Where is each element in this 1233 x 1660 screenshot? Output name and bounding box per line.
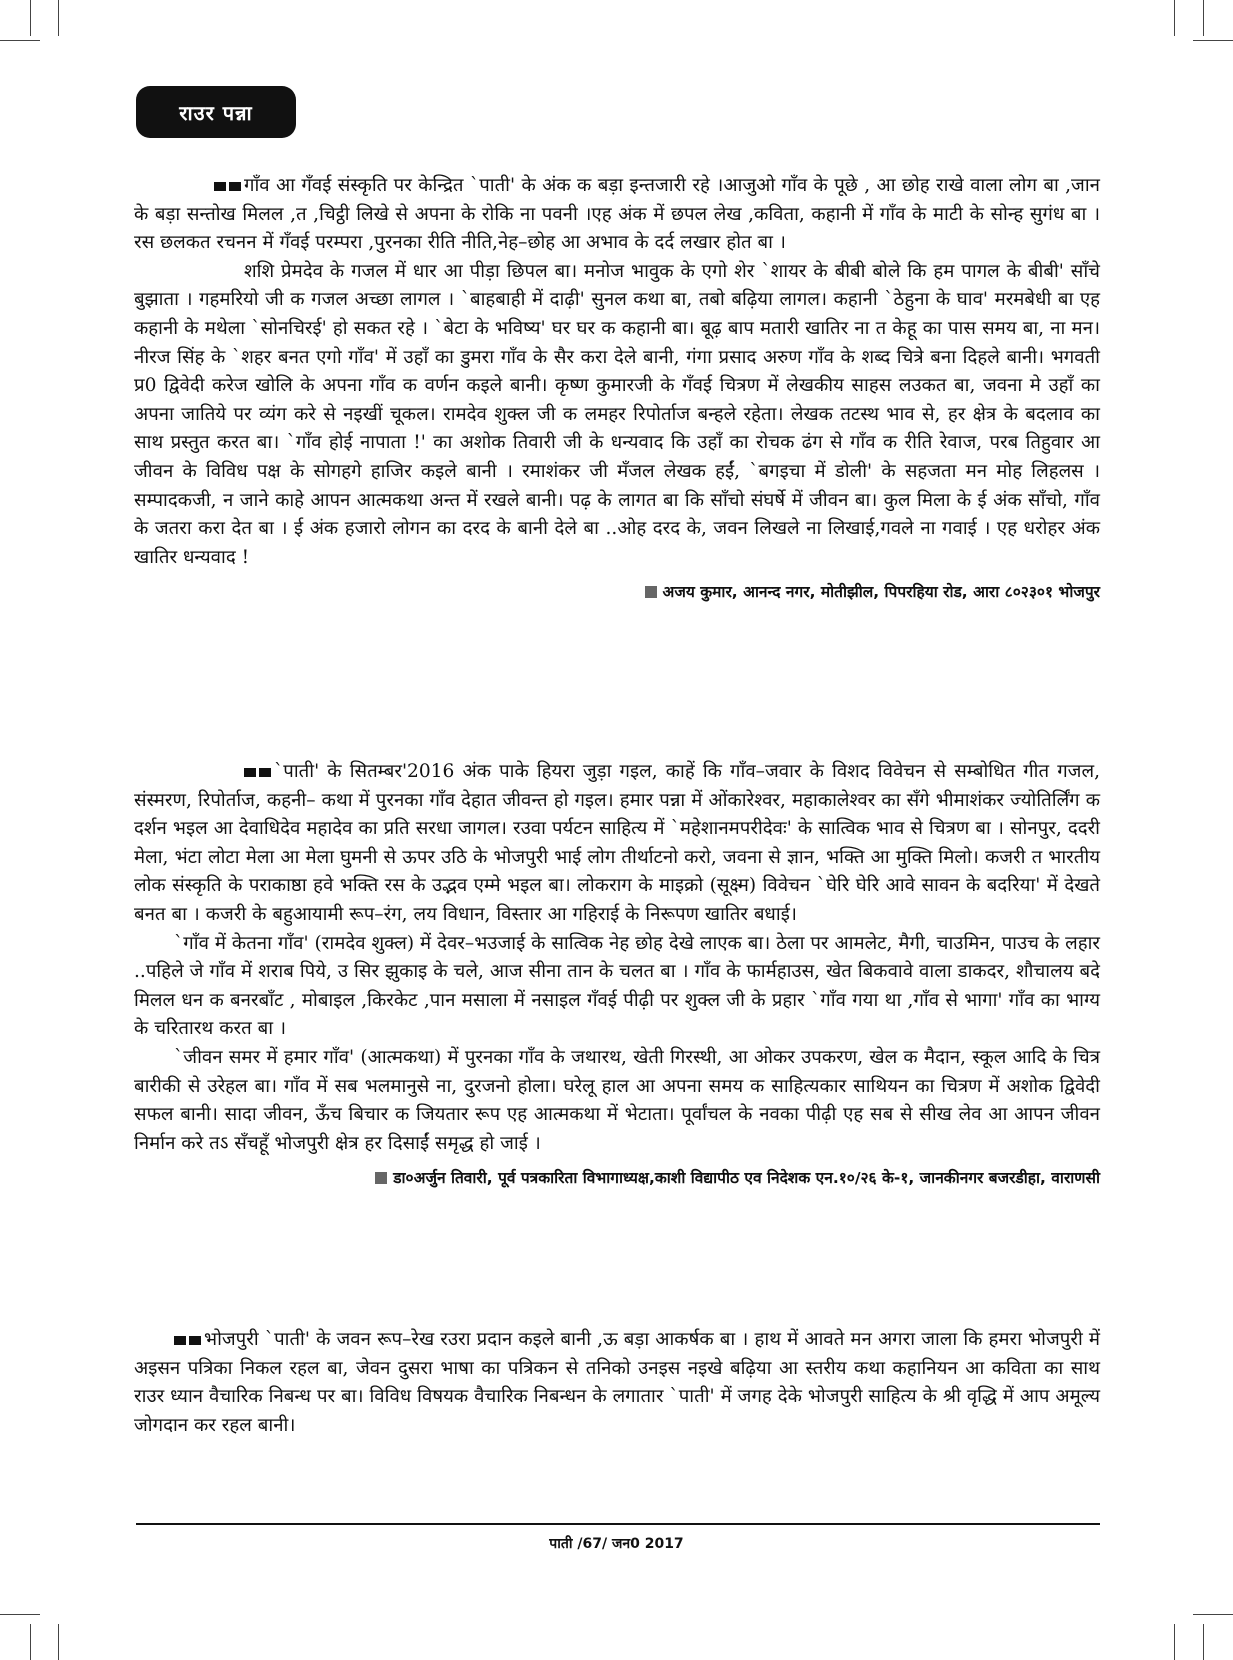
section-title: राउर पन्ना [136,86,296,138]
crop-mark [0,1614,40,1615]
crop-mark [58,0,59,36]
letter-paragraph: `जीवन समर में हमार गाँव' (आत्मकथा) में पुरनका गाँव के जथारथ, खेती गिरस्थी, आ ओकर उपकरण, खेल क मैदान, स्कूल आदि के चित्र बारीकी से उरेहल बा। गाँव में सब भलमानुसे ना, दुरजनो होला। घरेलू हाल आ अपना समय क साहित्यकार साथियन का चित्रण में अशोक द्विवेदी सफल बानी। सादा जीवन, ऊँच बिचार क जियतार रूप एह आत्मकथा में भेटाता। पूर्वांचल के नवका पीढ़ी एह सब से सीख लेव आ आपन जीवन निर्मान करे तऽ सँचहूँ भोजपुरी क्षेत्र हर दिसाईं समृद्ध हो जाई । [134,1046,1100,1154]
bullet-icon [174,1336,186,1345]
crop-mark [1203,1624,1204,1660]
letter-1 [134,172,1100,607]
crop-mark [30,0,31,36]
bullet-icon [244,768,256,777]
bullet-icon [229,182,241,191]
bullet-icon [189,1336,201,1345]
signature-marker-icon [645,586,657,598]
crop-mark [1193,1614,1233,1615]
bullet-icon [214,182,226,191]
page-footer: पाती /67/ जन0 2017 [549,1536,684,1552]
bullet-icon [259,768,271,777]
crop-mark [0,40,40,41]
letter-paragraph: भोजपुरी `पाती' के जवन रूप–रेख रउरा प्रदान कइले बानी ,ऊ बड़ा आकर्षक बा । हाथ में आवते मन अगरा जाला कि हमरा भोजपुरी में अइसन पत्रिका निकल रहल बा, जेवन दुसरा भाषा का पत्रिकन से तनिको उनइस नइखे बढ़िया आ स्तरीय कथा कहानियन आ कविता का साथ राउर ध्यान वैचारिक निबन्ध पर बा। विविध विषयक वैचारिक निबन्धन के लगातार `पाती' में जगह देके भोजपुरी साहित्य के श्री वृद्धि में आप अमूल्य जोगदान कर रहल बानी। [134,1329,1100,1436]
letter-3 [134,1326,1100,1440]
crop-mark [1174,0,1175,36]
letter-paragraph: `पाती' के सितम्बर'2016 अंक पाके हियरा जुड़ा गइल, काहें कि गाँव–जवार के विशद विवेचन से सम्बोधित गीत गजल, संस्मरण, रिपोर्ताज, कहनी– कथा में पुरनका गाँव देहात जीवन्त हो गइल। हमार पन्ना में ओंकारेश्वर, महाकालेश्वर का सँगे भीमाशंकर ज्योतिर्लिंग क दर्शन भइल आ देवाधिदेव महादेव का प्रति सरधा जागल। रउवा पर्यटन साहित्य में `महेशानमपरीदेवः' के सात्विक भाव से चित्रण बा । सोनपुर, ददरी मेला, भंटा लोटा मेला आ मेला घुमनी से ऊपर उठि के भोजपुरी भाई लोग तीर्थाटनो करो, जवना से ज्ञान, भक्ति आ मुक्ति मिलो। कजरी त भारतीय लोक संस्कृति के पराकाष्ठा हवे भक्ति रस के उद्भव एम्मे भइल बा। लोकराग के माइक्रो (सूक्ष्म) विवेचन `घेरि घेरि आवे सावन के बदरिया' में देखते बनत बा । कजरी के बहुआयामी रूप–रंग, लय विधान, विस्तार आ गहिराई के निरूपण खातिर बधाई। [134,761,1100,925]
crop-mark [30,1624,31,1660]
letter-signature: डा०अर्जुन तिवारी, पूर्व पत्रकारिता विभागाध्यक्ष,काशी विद्यापीठ एव निदेशक एन.१०/२६ के-१, जानकीनगर बजरडीहा, वाराणसी [134,1164,1100,1193]
letter-paragraph: गाँव आ गँवई संस्कृति पर केन्द्रित `पाती' के अंक क बड़ा इन्तजारी रहे ।आजुओ गाँव के पूछे , आ छोह राखे वाला लोग बा ,जान के बड़ा सन्तोख मिलल ,त ,चिट्ठी लिखे से अपना के रोकि ना पवनी ।एह अंक में छपल लेख ,कविता, कहानी में गाँव के माटी के सोन्ह सुगंध बा ।रस छलकत रचनन में गँवई परम्परा ,पुरनका रीति नीति,नेह–छोह आ अभाव के दर्द लखार होत बा । [134,175,1100,254]
letter-paragraph: शशि प्रेमदेव के गजल में धार आ पीड़ा छिपल बा। मनोज भावुक के एगो शेर `शायर के बीबी बोले कि हम पागल के बीबी' साँचे बुझाता । गहमरियो जी क गजल अच्छा लागल । `बाहबाही में दाढ़ी' सुनल कथा बा, तबो बढ़िया लागल। कहानी `ठेहुना के घाव' मरमबेधी बा एह कहानी के मथेला `सोनचिरई' हो सकत रहे । `बेटा के भविष्य' घर घर क कहानी बा। बूढ़ बाप मतारी खातिर ना त केहू का पास समय बा, ना मन। नीरज सिंह के `शहर बनत एगो गाँव' में उहाँ का डुमरा गाँव के सैर करा देले बानी, गंगा प्रसाद अरुण गाँव के शब्द चित्रे बना दिहले बानी। भगवती प्र0 द्विवेदी करेज खोलि के अपना गाँव क वर्णन कइले बानी। कृष्ण कुमारजी के गँवई चित्रण में लेखकीय साहस लउकत बा, जवना मे उहाँ का अपना जातिये पर व्यंग करे से नइखीं चूकल। रामदेव शुक्ल जी क लमहर रिपोर्ताज बन्हले रहेता। लेखक तटस्थ भाव से, हर क्षेत्र के बदलाव का साथ प्रस्तुत करत बा। `गाँव होई नापाता !' का अशोक तिवारी जी के धन्यवाद कि उहाँ का रोचक ढंग से गाँव क रीति रेवाज, परब तिहुवार आ जीवन के विविध पक्ष के सोगहगे हाजिर कइले बानी । रमाशंकर जी मँजल लेखक हईं, `बगइचा में डोली' के सहजता मन मोह लिहलस । सम्पादकजी, न जाने काहे आपन आत्मकथा अन्त में रखले बानी। पढ़ के लागत बा कि साँचो संघर्षे में जीवन बा। कुल मिला के ई अंक साँचो, गाँव के जतरा करा देत बा । ई अंक हजारो लोगन का दरद के बानी देले बा ..ओह दरद के, जवन लिखले ना लिखाई,गवले ना गवाई । एह धरोहर अंक खातिर धन्यवाद ! [134,260,1101,568]
letter-2 [134,758,1100,1193]
footer-rule [136,1523,1100,1525]
crop-mark [58,1624,59,1660]
letter-signature: अजय कुमार, आनन्द नगर, मोतीझील, पिपरहिया रोड, आरा ८०२३०१ भोजपुर [134,578,1100,607]
crop-mark [1203,0,1204,36]
signature-marker-icon [375,1172,387,1184]
letter-paragraph: `गाँव में केतना गाँव' (रामदेव शुक्ल) में देवर–भउजाई के सात्विक नेह छोह देखे लाएक बा। ठेला पर आमलेट, मैगी, चाउमिन, पाउच के लहार ..पहिले जे गाँव में शराब पिये, उ सिर झुकाइ के चले, आज सीना तान के चलत बा । गाँव के फार्महाउस, खेत बिकवावे वाला डाकदर, शौचालय बदे मिलल धन क बनरबाँट , मोबाइल ,किरकेट ,पान मसाला में नसाइल गँवई पीढ़ी पर शुक्ल जी के प्रहार `गाँव गया था ,गाँव से भागा' गाँव का भाग्य के चरितारथ करत बा । [134,932,1100,1040]
crop-mark [1193,40,1233,41]
crop-mark [1174,1624,1175,1660]
